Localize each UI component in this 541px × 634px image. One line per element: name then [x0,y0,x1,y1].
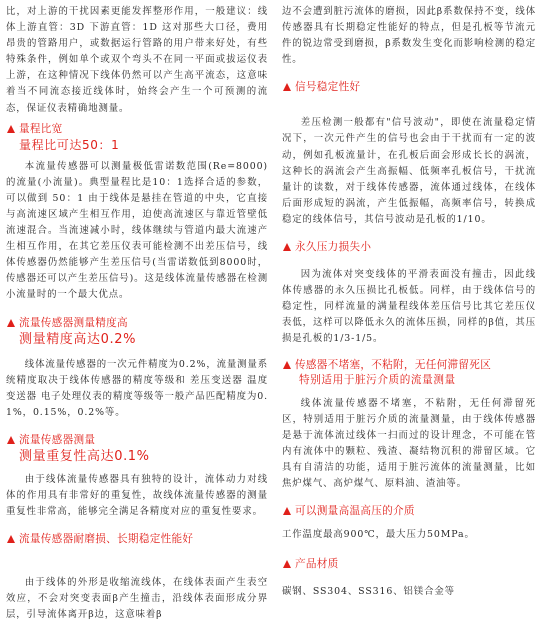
accuracy-paragraph: 线体流量传感器的一次元件精度为0.2%，流量测量系统精度取决于线体传感器的精度等级和 差压变送器 温度变送器 电子处理仪表的精度等级等一般产品匹配精度为0.1%，0.15%，0.2%等。 [6,358,268,418]
section-heading-material [282,557,536,572]
section-subtitle: 量程比可达50：1 [19,137,120,152]
section-heading-high-temp-pressure [282,504,536,519]
section-heading-repeatability [6,433,268,466]
wear-resistance-paragraph: 由于线体的外形是收缩流线体，在线体表面产生表空效应，不会对突变表面β产生撞击，沿线体表面形成分界层，引导流体离开β边，这意味着β [6,577,268,621]
section-title: 可以测量高温高压的介质 [295,505,415,518]
section-heading-signal-stability [282,80,536,95]
triangle-bullet-icon [283,361,291,369]
range-ratio-paragraph: 本流量传感器可以测量极低雷诺数范围(Re=8000)的流量(小流量)。典型量程比是10：1选择合适的参数，可以做到 50：1 由于线体是悬挂在管道的中央，它直接与高流速区域产生相互作用，迫使高流速区与靠近管壁低流速混合。当流速减小时，线体继续与管道内最大流速产生相互作用，在其它差压仪表可能检测不出差压信号，线体传感器仍然能够产生差压信号(当雷诺数低到8000时，传感器还可以产生差压信号)。这是线体流量传感器在检测小流量时的一个最大优点。 [6,160,268,301]
section-title: 永久压力损失小 [295,241,372,254]
section-heading-wear-resistance [6,532,268,547]
section-subtitle: 测量精度高达0.2% [19,331,137,347]
section-heading-no-clogging [282,358,536,388]
section-title: 量程比宽 [19,122,63,135]
section-subtitle: 特别适用于脏污介质的流量测量 [299,373,456,386]
section-subtitle: 测量重复性高达0.1% [19,448,150,464]
section-title: 传感器不堵塞，不粘附，无任何滞留死区 [295,358,492,371]
signal-stability-paragraph: 差压检测一般都有"信号波动"，即使在流量稳定情况下，一次元件产生的信号也会由于干扰而有一定的波动，例如孔板流量计，在孔板后面会形成长长的涡流，这种长的涡流会产生高振幅、低频率孔板信号，干扰流量计的读数，对于线体传感器，流体通过线体，在线体后面形成短的涡流，产生低振幅，高频率信号，转换成稳定的线体信号，其信号波动是孔板的1/10。 [282,117,536,225]
triangle-bullet-icon [7,535,15,543]
section-title: 流量传感器测量精度高 [19,316,128,329]
left-intro-paragraph: 比，对上游的干扰因素更能发挥整形作用，一般建议：线体上游直管：3D 下游直管：1D 这对那些大口径，费用昂贵的管路用户，或数据运行管路的用户带来好处，有些特殊条件，例如单个或双个弯头不在同一平面或拔运仪表上游，在这种情况下线体仍然可以产生高平流态，这意味着当不同流态接近线体时，始终会产生一个可预测的流态，保证仪表精确地测量。 [6,6,268,114]
triangle-bullet-icon [283,560,291,568]
section-heading-pressure-loss [282,240,536,255]
triangle-bullet-icon [283,243,291,251]
triangle-bullet-icon [283,507,291,515]
section-heading-accuracy [6,316,268,349]
no-clogging-paragraph: 线体流量传感器不堵塞，不粘附，无任何滞留死区，特别适用于脏污介质的流量测量，由于线体传感器是悬于流体流过线体一扫而过的设计理念，不可能在管内有流体中的颗粒、残渣、凝结物沉积的滞留区域。它具有自清洁的功能，适用于脏污流体的流量测量，比如焦炉煤气、高炉煤气、原料油、渣油等。 [282,397,536,489]
high-temp-pressure-paragraph: 工作温度最高900℃，最大压力50MPa。 [282,529,475,541]
section-title: 产品材质 [295,558,339,571]
section-heading-range-ratio [6,122,268,153]
right-intro-paragraph: 边不会遭到脏污流体的磨损，因此β系数保持不变，线体传感器具有长期稳定性能好的特点，但是孔板等节流元件的锐边常受到磨损，β系数发生变化而影响检测的稳定性。 [282,6,536,66]
triangle-bullet-icon [283,83,291,91]
left-column [6,0,268,623]
material-paragraph: 碳钢、SS304、SS316、铝镁合金等 [282,586,455,598]
section-title: 信号稳定性好 [295,81,361,94]
section-title: 流量传感器耐磨损、长期稳定性能好 [19,533,194,546]
triangle-bullet-icon [7,125,15,133]
triangle-bullet-icon [7,436,15,444]
right-column [282,0,536,600]
pressure-loss-paragraph: 因为流体对突变线体的平滑表面没有撞击，因此线体传感器的永久压损比孔板低。同样，由于线体信号的稳定性，同样流量的满量程线体差压信号比其它差压仪表低，这样可以降低永久的流体压损，同样的β值，其压损是孔板的1/3-1/5。 [282,269,536,345]
repeatability-paragraph: 由于线体流量传感器具有独特的设计，流体动力对线体的作用具有非常好的重复性，故线体流量传感器的测量重复性非常高，能够完全满足各精度对应的重复性要求。 [6,473,268,518]
section-title: 流量传感器测量 [19,433,96,446]
triangle-bullet-icon [7,319,15,327]
